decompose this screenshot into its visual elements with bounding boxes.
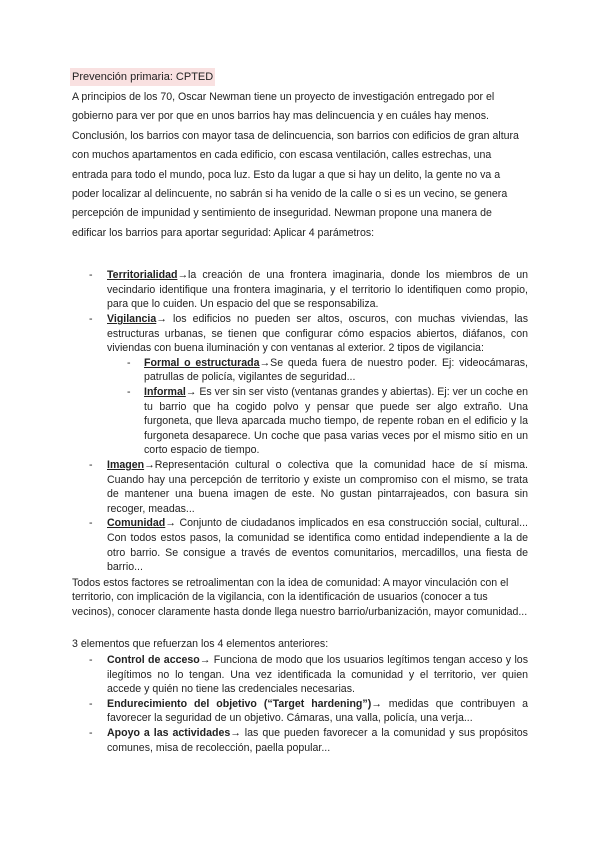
bullet-dash: - (127, 356, 131, 369)
arrow: → (177, 269, 189, 282)
arrow: → (199, 654, 211, 667)
arrow: → (230, 727, 241, 740)
description: medidas que contribuyen a favorecer la seguridad de un objetivo. Cámaras, una valla, policía, una verja... (107, 697, 528, 725)
list-item-vigilancia (72, 312, 528, 356)
bullet-dash: - (89, 727, 93, 740)
description: Funciona de modo que los usuarios legítimos tengan acceso y los ilegítimos no lo tengan. Una vez identificada la comunidad y el territorio, ver quien accede y quién no tiene las credenciales necesarias. (107, 654, 528, 696)
arrow: → (165, 517, 176, 530)
arrow: → (156, 313, 167, 326)
term: Imagen (107, 458, 145, 471)
intro-paragraph: A principios de los 70, Oscar Newman tiene un proyecto de investigación entregado por el gobierno para ver por que en unos barrios hay mas delincuencia y en cuáles hay menos. Conclusión, los barrios con mayor tasa de delincuencia, son barrios con edificios de gran altura con muchos apartamentos en cada edificio, con escasa ventilación, calles estrechas, una entrada para todo el mundo, poca luz. Esto da lugar a que si hay un delito, la gente no va a poder localizar al delincuente, no sabrán si ha venido de la calle o si es un vecino, se genera percepción de impunidad y sentimiento de inseguridad. Newman propone una manera de edificar los barrios para aportar seguridad: Aplicar 4 parámetros: (72, 91, 519, 239)
list-item-apoyo (72, 726, 528, 755)
description: Representación cultural o colectiva que la comunidad hace de sí misma. Cuando hay una percepción de territorio y existe un compromiso con el mismo, se trata de mantener una buena imagen de este. No gustan pintarrajeados, con basura sin recoger, meadas... (107, 458, 528, 515)
term: Control de acceso (107, 654, 200, 667)
term: Informal (144, 386, 186, 398)
description: Conjunto de ciudadanos implicados en esa construcción social, cultural... Con todos estos pasos, la comunidad se identifica como entidad independiente a la de otro barrio. Se consigue a través de eventos comunitarios, mercadillos, una fiesta de barrio... (107, 517, 528, 574)
list-item-territorialidad (72, 268, 528, 312)
bullet-dash: - (127, 386, 131, 398)
description: Es ver sin ser visto (ventanas grandes y abiertas). Ej: ver un coche en tu barrio que ha cogido polvo y pensar que puede ser algo extraño. Una furgoneta, que lleva aparcada mucho tiempo, de repente roban en el edificio y la furgoneta desaparece. Un coche que pasa varias veces por el mismo sitio en un corto espacio de tiempo. (144, 386, 528, 457)
description: las que pueden favorecer a la comunidad y sus propósitos comunes, misa de recolección, paella popular... (107, 727, 528, 754)
sublist-item-formal (72, 356, 528, 385)
list-item-control-acceso (72, 653, 528, 697)
bullet-dash: - (89, 458, 93, 471)
document-page (72, 68, 528, 755)
arrow: → (371, 697, 382, 710)
term: Formal o estructurada (144, 356, 260, 369)
term: Comunidad (107, 517, 166, 530)
list-item-imagen (72, 458, 528, 516)
parameters-list (72, 268, 528, 574)
list-item-comunidad (72, 516, 528, 574)
bullet-dash: - (89, 269, 93, 282)
description: los edificios no pueden ser altos, oscuros, con muchas viviendas, las estructuras urbanas, se tienen que configurar cómo espacios abiertos, diáfanos, con viviendas con buena iluminación y con ventanas al exterior. 2 tipos de vigilancia: (107, 313, 528, 355)
arrow: → (185, 386, 197, 398)
bullet-dash: - (89, 517, 93, 530)
summary-paragraph: Todos estos factores se retroalimentan con la idea de comunidad: A mayor vinculación con el territorio, con implicación de la vigilancia, con la identificación de usuarios (conocer a tus vecinos), conocer claramente hasta donde llega nuestro barrio/urbanización, mayor comunidad... (72, 576, 528, 618)
section-heading: Prevención primaria: CPTED (70, 68, 215, 86)
list-item-endurecimiento (72, 697, 528, 726)
arrow: → (259, 356, 271, 369)
bullet-dash: - (89, 654, 93, 667)
term: Apoyo a las actividades (107, 727, 231, 740)
reinforce-list (72, 653, 528, 755)
term: Endurecimiento del objetivo (“Target hardening”) (107, 697, 372, 710)
description: Se queda fuera de nuestro poder. Ej: videocámaras, patrullas de policía, vigilantes de seguridad... (144, 356, 528, 384)
term: Vigilancia (107, 313, 157, 326)
description: la creación de una frontera imaginaria, donde los miembros de un vecindario identifique una frontera imaginaria, y el territorio lo identifiquen como propio, para que lo cuiden. Un espacio del que se responsabiliza. (107, 269, 528, 311)
bullet-dash: - (89, 313, 93, 326)
sublist-item-informal (72, 385, 528, 458)
bullet-dash: - (89, 697, 93, 710)
reinforce-intro: 3 elementos que refuerzan los 4 elementos anteriores: (72, 637, 329, 650)
term: Territorialidad (107, 269, 178, 282)
arrow: → (144, 458, 155, 471)
